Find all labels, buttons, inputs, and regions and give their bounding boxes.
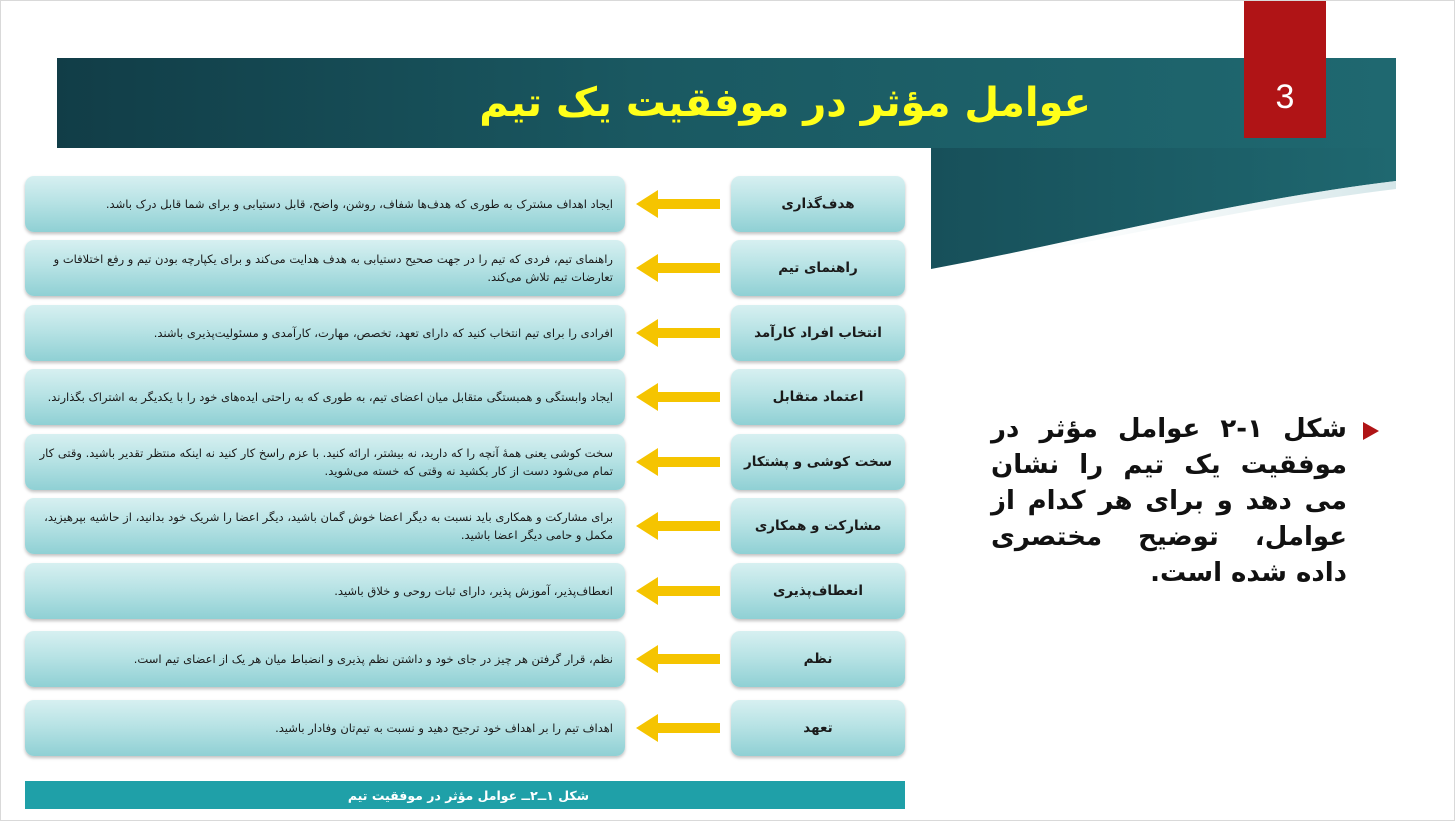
factor-label: اعتماد متقابل [731,369,905,425]
factor-label: نظم [731,631,905,687]
factor-row [21,434,931,490]
factor-label: مشارکت و همکاری [731,498,905,554]
factor-description: راهنمای تیم، فردی که تیم را در جهت صحیح دستیابی به هدف هدایت می‌کند و برای یکپارچه بودن تیم و رفع اختلافات و تعارضات تیم تلاش می‌کند. [25,240,625,296]
factor-label: تعهد [731,700,905,756]
page-number-text: 3 [1275,78,1295,116]
factor-description: اهداف تیم را بر اهداف خود ترجیح دهید و نسبت به تیم‌تان وفادار باشید. [25,700,625,756]
figure-caption-text: شکل ۱ــ۲ــ عوامل مؤثر در موفقیت تیم [347,787,589,803]
factor-row [21,369,931,425]
factor-description: افرادی را برای تیم انتخاب کنید که دارای تعهد، تخصص، مهارت، کارآمدی و مسئولیت‌پذیری باشند. [25,305,625,361]
slide-title: عوامل مؤثر در موفقیت یک تیم [479,80,1091,126]
arrow-left-icon [636,190,720,218]
factor-row [21,240,931,296]
factor-row [21,498,931,554]
factor-label: انتخاب افراد کارآمد [731,305,905,361]
factor-label: سخت کوشی و پشتکار [731,434,905,490]
factor-row [21,305,931,361]
factor-row [21,563,931,619]
factor-row [21,631,931,687]
factor-label: انعطاف‌پذیری [731,563,905,619]
arrow-left-icon [636,645,720,673]
factor-description: نظم، قرار گرفتن هر چیز در جای خود و داشتن نظم پذیری و انضباط میان هر یک از اعضای تیم است. [25,631,625,687]
arrow-left-icon [636,577,720,605]
arrow-left-icon [636,512,720,540]
factor-row [21,700,931,756]
page-number [1244,1,1326,138]
arrow-left-icon [636,383,720,411]
arrow-left-icon [636,714,720,742]
factor-description: برای مشارکت و همکاری باید نسبت به دیگر اعضا خوش گمان باشید، دیگر اعضا را شریک خود بدانید، از حاشیه بپرهیزید، مکمل و حامی دیگر اعضا باشید. [25,498,625,554]
figure-caption [25,781,905,809]
factor-row [21,176,931,232]
factors-figure [21,148,931,813]
bullet-triangle-icon [1361,421,1381,441]
arrow-left-icon [636,319,720,347]
arrow-left-icon [636,254,720,282]
factor-label: هدف‌گذاری [731,176,905,232]
factor-description: سخت کوشی یعنی همهٔ آنچه را که دارید، نه بیشتر، ارائه کنید. با عزم راسخ کار کنید نه اینکه منتظر تقدیر باشید. وقتی کار تمام می‌شود دست از کار بکشید نه وقتی که خسته می‌شوید. [25,434,625,490]
factor-label: راهنمای تیم [731,240,905,296]
factor-description: انعطاف‌پذیر، آموزش پذیر، دارای ثبات روحی و خلاق باشید. [25,563,625,619]
factor-description: ایجاد وابستگی و همبستگی متقابل میان اعضای تیم، به طوری که به راحتی ایده‌های خود را با یکدیگر به اشتراک بگذارند. [25,369,625,425]
arrow-left-icon [636,448,720,476]
factor-description: ایجاد اهداف مشترک به طوری که هدف‌ها شفاف، روشن، واضح، قابل دستیابی و برای شما قابل درک باشد. [25,176,625,232]
bullet-text: شکل ۱-۲ عوامل مؤثر در موفقیت یک تیم را نشان می دهد و برای هر کدام از عوامل، توضیح مختصری داده شده است. [991,414,1347,588]
